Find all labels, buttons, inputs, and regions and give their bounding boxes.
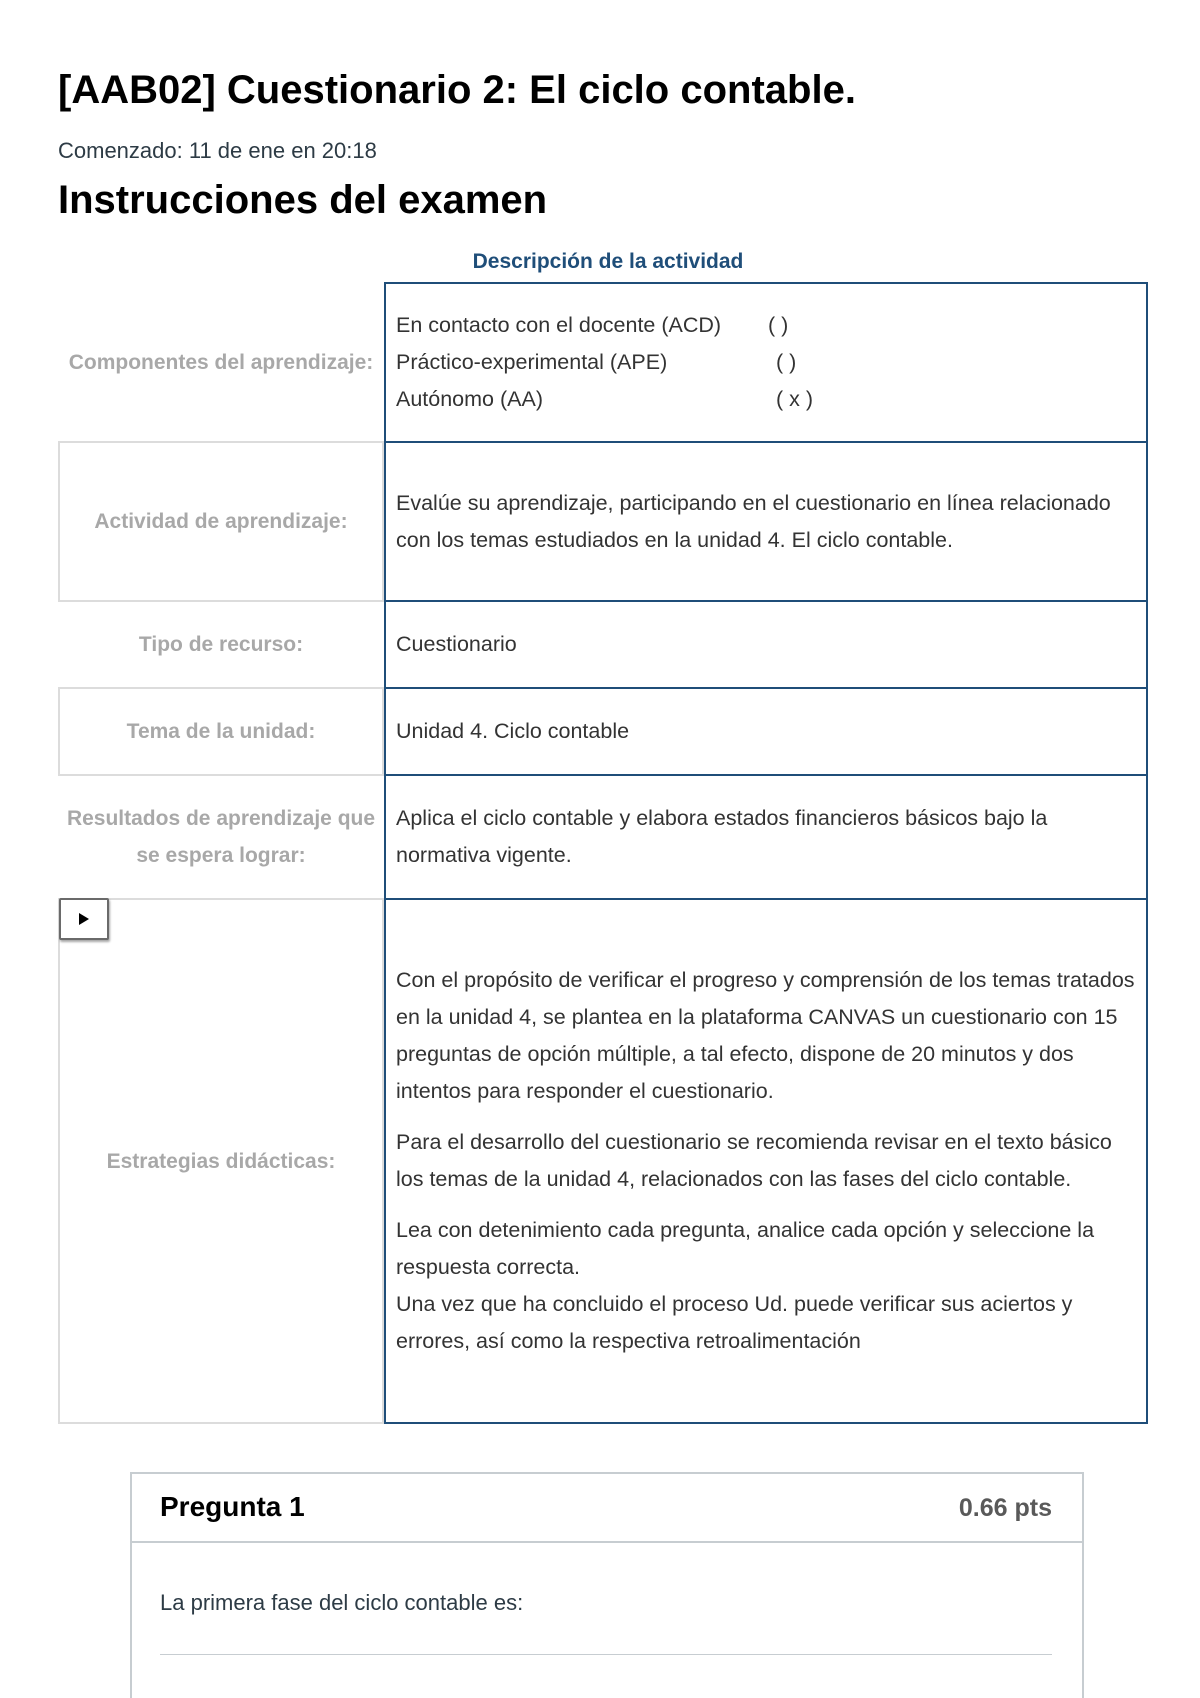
- component-mark: ( ): [776, 350, 797, 374]
- strategies-paragraph: Lea con detenimiento cada pregunta, analice cada opción y seleccione la respuesta correcta.: [396, 1218, 1095, 1279]
- component-name: Práctico-experimental (APE): [396, 350, 668, 374]
- row-learning-activity: [58, 441, 1148, 602]
- activity-caption: Descripción de la actividad: [472, 250, 744, 273]
- started-timestamp: Comenzado: 11 de ene en 20:18: [58, 138, 377, 163]
- component-name: En contacto con el docente (ACD): [396, 313, 722, 337]
- expected-results-label: Resultados de aprendizaje que se espera lograr:: [66, 807, 376, 867]
- learning-activity-value: [384, 441, 1148, 602]
- question-title: Pregunta 1: [160, 1491, 305, 1522]
- component-acd: [396, 307, 1136, 344]
- instructions-title: Instrucciones del examen: [58, 178, 548, 222]
- components-value: [384, 282, 1148, 443]
- unit-topic-value: [384, 687, 1148, 776]
- strategies-label: Estrategias didácticas:: [58, 898, 384, 1424]
- row-unit-topic: [58, 687, 1148, 776]
- question-text: La primera fase del ciclo contable es:: [160, 1590, 524, 1615]
- resource-type-value: [384, 600, 1148, 689]
- component-name: Autónomo (AA): [396, 387, 543, 411]
- row-resource-type: [58, 600, 1148, 689]
- strategies-paragraph: Con el propósito de verificar el progreso y comprensión de los temas tratados en la unidad 4, se plantea en la plataforma CANVAS un cuestionario con 15 preguntas de opción múltiple, a tal efecto, dispone de 20 minutos y dos intentos para responder el cuestionario.: [396, 968, 1135, 1103]
- question-divider: [160, 1654, 1052, 1655]
- question-card: [130, 1472, 1084, 1698]
- expected-results-value: [384, 774, 1148, 900]
- learning-activity-label: Actividad de aprendizaje:: [58, 441, 384, 602]
- unit-topic-label: Tema de la unidad:: [58, 687, 384, 776]
- strategies-paragraph: Una vez que ha concluido el proceso Ud. puede verificar sus aciertos y errores, así como la respectiva retroalimentación: [396, 1292, 1073, 1353]
- quiz-title: [AAB02] Cuestionario 2: El ciclo contable.: [58, 68, 856, 112]
- expected-results-text: Aplica el ciclo contable y elabora estados financieros básicos bajo la normativa vigente.: [396, 806, 1048, 867]
- component-mark: ( ): [768, 313, 789, 337]
- play-icon: [77, 912, 91, 926]
- resource-type-label: Tipo de recurso:: [138, 633, 304, 656]
- component-ape: [396, 344, 1136, 381]
- unit-topic-text: Unidad 4. Ciclo contable: [396, 719, 630, 743]
- question-header: [132, 1474, 1082, 1543]
- component-mark: ( x ): [776, 387, 814, 411]
- row-expected-results: [58, 774, 1148, 900]
- play-button[interactable]: [59, 898, 109, 940]
- components-label: Componentes del aprendizaje:: [68, 351, 374, 374]
- row-components: [58, 282, 1148, 443]
- component-aa: [396, 381, 1136, 418]
- question-points: 0.66 pts: [958, 1494, 1052, 1522]
- row-strategies: [58, 898, 1148, 1424]
- learning-activity-text: Evalúe su aprendizaje, participando en el cuestionario en línea relacionado con los temas estudiados en la unidad 4. El ciclo contable.: [396, 490, 1111, 552]
- strategies-value: [384, 898, 1148, 1424]
- resource-type-text: Cuestionario: [396, 632, 517, 656]
- strategies-paragraph: Para el desarrollo del cuestionario se recomienda revisar en el texto básico los temas de la unidad 4, relacionados con las fases del ciclo contable.: [396, 1130, 1112, 1191]
